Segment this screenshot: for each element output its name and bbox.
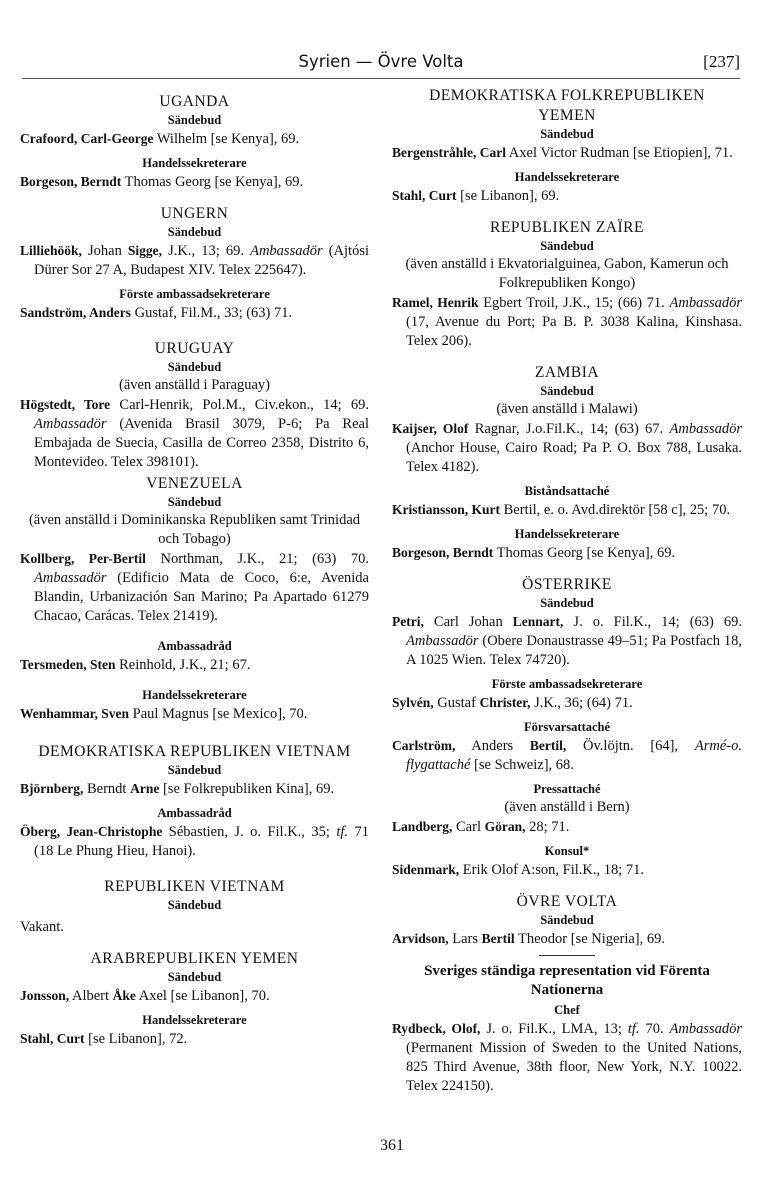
running-title: Syrien — Övre Volta xyxy=(298,52,464,71)
role-heading: Försvarsattaché xyxy=(523,720,611,734)
role-heading: Sändebud xyxy=(540,127,594,141)
country-heading: ÖSTERRIKE xyxy=(522,576,612,593)
note: (även anställd i Ekvatorialguinea, Gabon, Kamerun och Folkrepubliken Kongo) xyxy=(405,256,729,291)
role-heading: Sändebud xyxy=(167,495,222,509)
role-heading: Chef xyxy=(554,1003,580,1017)
role-heading: Sändebud xyxy=(167,225,222,239)
section-heading: Sveriges ständiga representation vid Förenta Nationerna xyxy=(424,963,710,998)
page-header xyxy=(22,52,740,79)
role-heading: Handelssekreterare xyxy=(142,1013,247,1027)
note: (även anställd i Bern) xyxy=(504,799,630,815)
country-heading: DEMOKRATISKA FOLKREPUBLIKEN YEMEN xyxy=(429,87,705,124)
note: (även anställd i Paraguay) xyxy=(119,377,270,393)
role-heading: Förste ambassadsekreterare xyxy=(119,287,270,301)
staff-entry: Bergenstråhle, Carl Axel Victor Rudman [se Etiopien], 71. xyxy=(392,145,733,161)
left-column xyxy=(20,90,369,1049)
staff-entry: Landberg, Carl Göran, 28; 71. xyxy=(392,819,570,835)
staff-entry: Wenhammar, Sven Paul Magnus [se Mexico], 70. xyxy=(20,706,308,722)
staff-entry: Högstedt, Tore Carl-Henrik, Pol.M., Civ.ekon., 14; 69. Ambassadör (Avenida Brasil 3079, P-6; Pa Real Embajada de Suecia, Casilla de Correo 2358, Distrito 6, Montevideo. Telex 398101). xyxy=(20,397,369,470)
role-heading: Sändebud xyxy=(167,970,222,984)
role-heading: Sändebud xyxy=(540,239,594,253)
country-heading: REPUBLIKEN VIETNAM xyxy=(104,878,285,895)
role-heading: Sändebud xyxy=(167,113,222,127)
role-heading: Sändebud xyxy=(540,596,594,610)
staff-entry: Jonsson, Albert Åke Axel [se Libanon], 70. xyxy=(20,988,270,1004)
role-heading: Sändebud xyxy=(540,913,594,927)
role-heading: Handelssekreterare xyxy=(514,527,620,541)
page-number: 361 xyxy=(380,1137,404,1154)
role-heading: Biståndsattaché xyxy=(524,484,610,498)
role-heading: Sändebud xyxy=(540,384,594,398)
country-heading: UGANDA xyxy=(159,93,230,110)
country-heading: ÖVRE VOLTA xyxy=(516,893,618,910)
role-heading: Ambassadråd xyxy=(157,639,232,653)
staff-entry: Tersmeden, Sten Reinhold, J.K., 21; 67. xyxy=(20,657,251,673)
staff-entry: Kollberg, Per-Bertil Northman, J.K., 21; (63) 70. Ambassadör (Edificio Mata de Coco, 6:e, Avenida Blandin, Urbanización San Marino; Pa Apartado 61279 Chacao, Carácas. Telex 21419). xyxy=(20,551,369,624)
role-heading: Handelssekreterare xyxy=(142,156,247,170)
role-heading: Handelssekreterare xyxy=(142,688,247,702)
staff-entry: Lilliehöök, Johan Sigge, J.K., 13; 69. Ambassadör (Ajtósi Dürer Sor 27 A, Budapest XIV. Telex 225647). xyxy=(20,243,369,278)
staff-entry: Crafoord, Carl-George Wilhelm [se Kenya], 69. xyxy=(20,131,300,147)
role-heading: Förste ambassadsekreterare xyxy=(491,677,643,691)
staff-entry: Kaijser, Olof Ragnar, J.o.Fil.K., 14; (63) 67. Ambassadör (Anchor House, Cairo Road; Pa P. O. Box 788, Lusaka. Telex 4182). xyxy=(392,421,742,475)
note: (även anställd i Dominikanska Republiken samt Trinidad och Tobago) xyxy=(28,512,361,547)
staff-entry: Arvidson, Lars Bertil Theodor [se Nigeria], 69. xyxy=(392,931,665,947)
staff-entry: Björnberg, Berndt Arne [se Folkrepubliken Kina], 69. xyxy=(20,781,335,797)
role-heading: Ambassadråd xyxy=(157,806,232,820)
staff-entry: Borgeson, Berndt Thomas Georg [se Kenya], 69. xyxy=(392,545,676,561)
staff-entry: Sylvén, Gustaf Christer, J.K., 36; (64) 71. xyxy=(392,695,633,711)
country-heading: REPUBLIKEN ZAÏRE xyxy=(490,219,644,236)
staff-entry: Rydbeck, Olof, J. o. Fil.K., LMA, 13; tf. 70. Ambassadör (Permanent Mission of Sweden to the United Nations, 825 Third Avenue, 38th floor, New York, N.Y. 10022. Telex 224150). xyxy=(392,1021,742,1094)
role-heading: Sändebud xyxy=(167,763,222,777)
note: (även anställd i Malawi) xyxy=(496,401,638,417)
staff-entry: Petri, Carl Johan Lennart, J. o. Fil.K., 14; (63) 69. Ambassadör (Obere Donaustrasse 49–51; Pa Postfach 18, A 1025 Wien. Telex 74720). xyxy=(392,614,743,668)
staff-entry: Ramel, Henrik Egbert Troil, J.K., 15; (66) 71. Ambassadör (17, Avenue du Port; Pa B. P. 3038 Kalina, Kinshasa. Telex 206). xyxy=(392,295,742,349)
staff-entry: Kristiansson, Kurt Bertil, e. o. Avd.direktör [58 c], 25; 70. xyxy=(392,502,731,518)
country-heading: VENEZUELA xyxy=(146,475,243,492)
country-heading: UNGERN xyxy=(160,205,229,222)
country-heading: ZAMBIA xyxy=(534,364,600,381)
staff-entry: Borgeson, Berndt Thomas Georg [se Kenya], 69. xyxy=(20,174,304,190)
staff-entry: Sandström, Anders Gustaf, Fil.M., 33; (63) 71. xyxy=(20,305,293,321)
staff-entry: Öberg, Jean-Christophe Sébastien, J. o. Fil.K., 35; tf. 71 (18 Le Phung Hieu, Hanoi). xyxy=(20,824,369,859)
right-column xyxy=(392,87,743,1096)
country-heading: DEMOKRATISKA REPUBLIKEN VIETNAM xyxy=(38,743,351,760)
staff-entry: Stahl, Curt [se Libanon], 72. xyxy=(20,1031,188,1047)
staff-entry: Stahl, Curt [se Libanon], 69. xyxy=(392,188,560,204)
country-heading: URUGUAY xyxy=(154,340,235,357)
role-heading: Handelssekreterare xyxy=(514,170,620,184)
page-reference: [237] xyxy=(703,52,740,71)
role-heading: Konsul* xyxy=(544,844,590,858)
section-divider xyxy=(539,955,595,956)
country-heading: ARABREPUBLIKEN YEMEN xyxy=(90,950,299,967)
staff-entry: Carlström, Anders Bertil, Öv.löjtn. [64], Armé-o. flygattaché [se Schweiz], 68. xyxy=(392,738,742,773)
role-heading: Sändebud xyxy=(167,898,222,912)
vacant-text: Vakant. xyxy=(20,919,64,935)
role-heading: Sändebud xyxy=(167,360,222,374)
staff-entry: Sidenmark, Erik Olof A:son, Fil.K., 18; 71. xyxy=(392,862,645,878)
role-heading: Pressattaché xyxy=(533,782,601,796)
